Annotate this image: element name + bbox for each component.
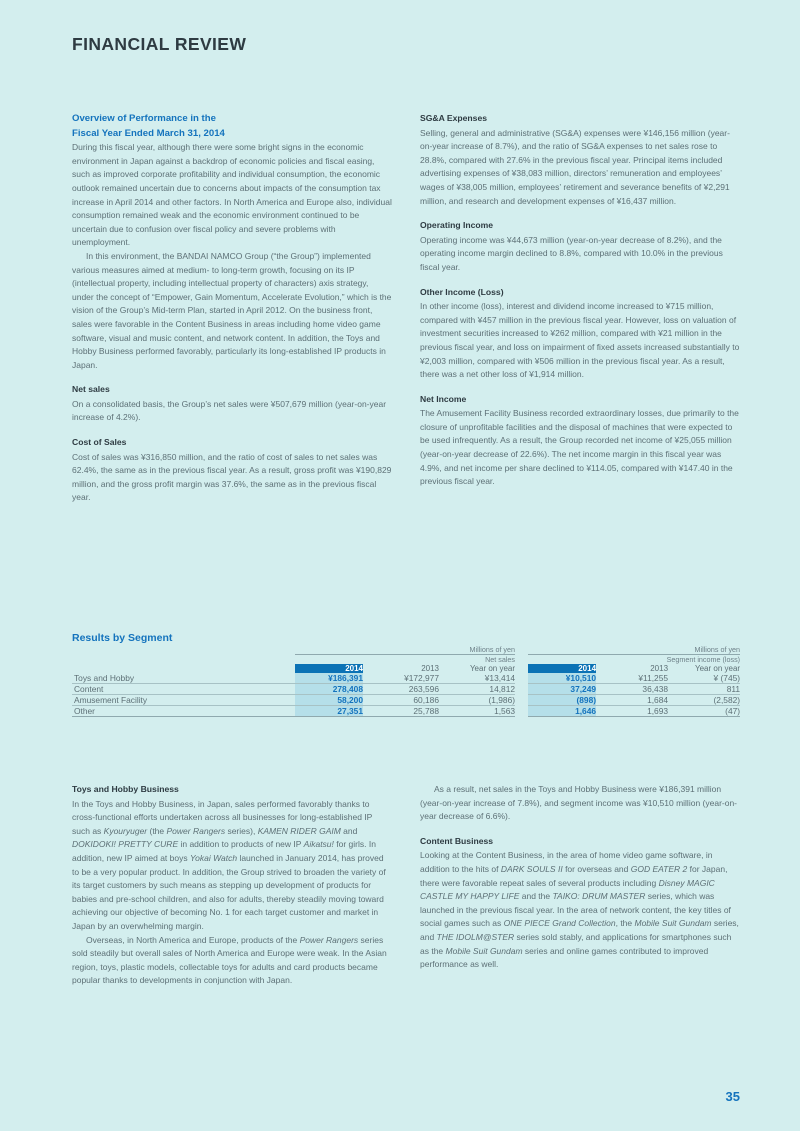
cell-net-2014: 58,200 (295, 695, 363, 706)
results-by-segment-title: Results by Segment (72, 632, 173, 644)
cell-net-2013: 25,788 (363, 706, 439, 717)
group-label-segment-income: Segment income (loss) (666, 655, 741, 664)
units-label-net-sales: Millions of yen (469, 645, 516, 654)
operating-income-paragraph: Operating income was ¥44,673 million (year-on-year decrease of 8.2%), and the operating income margin declined to 8.8%, compared with 10.0% in the previous fiscal year. (420, 234, 723, 272)
cost-of-sales-paragraph: Cost of sales was ¥316,850 million, and the ratio of cost of sales to net sales was 62.4%, the same as in the previous fiscal year. As a result, gross profit was ¥190,829 million, and the gross profit margin was 37.6%, the same as in the previous fiscal year. (72, 451, 392, 503)
other-income-paragraph: In other income (loss), interest and dividend income increased to ¥715 million, compared with ¥457 million in the previous fiscal year. However, loss on valuation of investment securities increased to ¥262 million, compared with ¥21 million in the previous fiscal year, and loss on impairment of fixed assets increased substantially to ¥2,003 million, compared with ¥506 million in the previous fiscal year. As a result, there was a net other loss of ¥1,914 million. (420, 301, 740, 380)
cell-spacer (515, 706, 528, 717)
title-disney-magic-castle: Disney MAGIC CASTLE MY HAPPY LIFE (420, 877, 715, 902)
left-column-bottom (72, 783, 392, 988)
cell-net-yoy: 14,812 (439, 684, 515, 695)
header-net-2014: 2014 (295, 664, 363, 673)
group-label-net-sales: Net sales (485, 655, 516, 664)
operating-income-heading: Operating Income (420, 220, 494, 231)
spacer (420, 208, 740, 219)
cell-net-yoy: ¥13,414 (439, 673, 515, 684)
overview-heading-line1: Overview of Performance in the (72, 113, 216, 124)
cell-income-2013: 1,684 (596, 695, 668, 706)
cell-income-yoy: ¥ (745) (668, 673, 740, 684)
cell-income-yoy: 811 (668, 684, 740, 695)
units-label-segment-income: Millions of yen (694, 645, 741, 654)
title-mobile-suit-gundam: Mobile Suit Gundam (634, 918, 712, 929)
cell-net-yoy: 1,563 (439, 706, 515, 717)
title-the-idolmaster: THE IDOLM@STER (436, 931, 515, 942)
title-kyouryuger: Kyouryuger (103, 825, 148, 836)
cell-net-2014: 27,351 (295, 706, 363, 717)
header-income-2013: 2013 (650, 664, 669, 673)
header-income-2014: 2014 (528, 664, 596, 673)
cell-net-2013: ¥172,977 (363, 673, 439, 684)
sga-paragraph: Selling, general and administrative (SG&A) expenses were ¥146,156 million (year-on-year increase of 8.7%), and the ratio of SG&A expenses to net sales rose to 28.8%, compared with 27.6% in the previous fiscal year. Principal items included advertising expenses of ¥38,083 million, directors’ remuneration and employees’ wages of ¥38,005 million, employees’ retirement and severance benefits of ¥2,291 million, and research and development expenses of ¥16,437 million. (420, 127, 730, 206)
content-paragraph: Looking at the Content Business, in the area of home video game software, in addition to the hits of DARK SOULS II for overseas and GOD EATER 2 for Japan, there were favorable repeat sales of several products including Disney MAGIC CASTLE MY HAPPY LIFE and the TAIKO: DRUM MASTER series, which was launched in the previous fiscal year. In the area of network content, the key titles of social games such as ONE PIECE Grand Collection, the Mobile Suit Gundam series, and THE IDOLM@STER series sold stably, and applications for smartphones such as the Mobile Suit Gundam series and online games contributed to improved performance as well. (420, 850, 739, 970)
page-number: 35 (725, 1089, 740, 1104)
right-column-bottom (420, 783, 740, 988)
table-group-row (72, 655, 740, 664)
cost-of-sales-heading: Cost of Sales (72, 437, 127, 448)
cell-income-2014: 37,249 (528, 684, 596, 695)
title-god-eater-2: GOD EATER 2 (630, 863, 688, 874)
result-paragraph: As a result, net sales in the Toys and Hobby Business were ¥186,391 million (year-on-year increase of 7.8%), and segment income was ¥10,510 million (year-on-year decrease of 6.6%). (420, 784, 738, 822)
spacer (72, 425, 392, 436)
cell-net-yoy: (1,986) (439, 695, 515, 706)
other-income-heading: Other Income (Loss) (420, 286, 504, 297)
title-mobile-suit-gundam: Mobile Suit Gundam (445, 945, 523, 956)
cell-net-2013: 60,186 (363, 695, 439, 706)
table-row (72, 706, 740, 717)
segment-table-wrapper (72, 645, 740, 717)
title-one-piece-grand-collection: ONE PIECE Grand Collection (503, 918, 616, 929)
net-sales-paragraph: On a consolidated basis, the Group’s net sales were ¥507,679 million (year-on-year increase of 4.2%). (72, 398, 387, 423)
cell-income-yoy: (2,582) (668, 695, 740, 706)
header-blank (72, 664, 295, 673)
title-dokidoki-pretty-cure: DOKIDOKI! PRETTY CURE (72, 839, 179, 850)
cell-income-2014: 1,646 (528, 706, 596, 717)
cell-net-2014: 278,408 (295, 684, 363, 695)
cell-income-yoy: (47) (668, 706, 740, 717)
top-two-column-body (72, 112, 740, 505)
toys-paragraph-1: In the Toys and Hobby Business, in Japan, sales performed favorably thanks to cross-functional efforts undertaken across all businesses for long-established IP such as Kyouryuger (the Power Rangers series), KAMEN RIDER GAIM and DOKIDOKI! PRETTY CURE in addition to products of new IP Aikatsu! for girls. In addition, new IP aimed at boys Yokai Watch launched in January 2014, has proved to be a very popular product. In addition, the Group strived to broaden the variety of its target customers by such means as stepping up development of products for babies and pre-school children, and also for adults, thereby steadily moving toward achieving our objective of becoming No. 1 for each target customer and market in Japan by an overwhelming margin. (72, 798, 386, 931)
bottom-two-column-body (72, 783, 740, 988)
page-title: FINANCIAL REVIEW (72, 34, 247, 54)
group-blank (72, 655, 295, 664)
toys-and-hobby-heading: Toys and Hobby Business (72, 784, 179, 794)
cell-income-2014: ¥10,510 (528, 673, 596, 684)
net-income-paragraph: The Amusement Facility Business recorded extraordinary losses, due primarily to the closure of unprofitable facilities and the disposal of machines that were expected to be used infrequently. As a result, the Group recorded net income of ¥25,055 million (year-on-year decrease of 22.6%). The net income margin in this fiscal year was 4.9%, and net income per share declined to ¥114.05, compared with ¥147.40 in the previous fiscal year. (420, 408, 739, 487)
table-row (72, 684, 740, 695)
header-net-yoy: Year on year (469, 664, 516, 673)
spacer (420, 275, 740, 286)
row-label: Amusement Facility (72, 695, 295, 706)
header-spacer (515, 664, 528, 673)
table-header-row (72, 664, 740, 673)
segment-table (72, 645, 740, 717)
title-yokai-watch: Yokai Watch (189, 852, 238, 863)
cell-spacer (515, 684, 528, 695)
title-dark-souls-ii: DARK SOULS II (500, 863, 563, 874)
cell-net-2013: 263,596 (363, 684, 439, 695)
header-income-yoy: Year on year (694, 664, 741, 673)
table-row (72, 673, 740, 684)
title-kamen-rider-gaim: KAMEN RIDER GAIM (257, 825, 341, 836)
sga-heading: SG&A Expenses (420, 113, 488, 123)
net-sales-heading: Net sales (72, 384, 110, 395)
toys-paragraph-2: Overseas, in North America and Europe, products of the Power Rangers series sold steadily but overall sales of North America and Europe were weak. In the Asian region, toys, plastic models, collectable toys for adults and card products became popular thanks to developments in conjunction with Japan. (72, 934, 387, 986)
units-spacer (515, 645, 528, 654)
title-taiko-drum-master: TAIKO: DRUM MASTER (552, 891, 646, 902)
content-business-heading: Content Business (420, 835, 494, 846)
cell-income-2013: ¥11,255 (596, 673, 668, 684)
left-column-top (72, 112, 392, 505)
cell-spacer (515, 673, 528, 684)
title-power-rangers: Power Rangers (166, 825, 226, 836)
spacer (420, 824, 740, 835)
spacer (72, 372, 392, 383)
cell-net-2014: ¥186,391 (295, 673, 363, 684)
spacer (420, 382, 740, 393)
net-income-heading: Net Income (420, 393, 467, 404)
row-label: Content (72, 684, 295, 695)
row-label: Other (72, 706, 295, 717)
cell-income-2013: 36,438 (596, 684, 668, 695)
row-label: Toys and Hobby (72, 673, 295, 684)
table-units-row (72, 645, 740, 654)
overview-paragraph-1: During this fiscal year, although there were some bright signs in the economic environment in Japan against a backdrop of economic policies and fiscal easing, such as improved corporate profitability and individual consumption, the economic outlook remained uncertain due to concerns about impacts of the consumption tax increase in April 2014 and other factors. In North America and Europe also, individual consumption remained weak and the economic environment continued to be uncertain due to confusion over fiscal policy and severe problems with unemployment. (72, 142, 392, 248)
overview-paragraph-2: In this environment, the BANDAI NAMCO Group (“the Group”) implemented various measures aimed at medium- to long-term growth, focusing on its IP (intellectual property, including intellectual property of characters) axis strategy, under the concept of “Empower, Gain Momentum, Accelerate Evolution,” which is the vision of the Group’s Mid-term Plan, started in April 2012. On the business front, sales were favorable in the Content Business in areas including home video game software, visual and music content, and network content. In addition, the Toys and Hobby Business performed favorably, particularly its long-established IP products in Japan. (72, 250, 392, 370)
units-blank (72, 645, 295, 654)
right-column-top (420, 112, 740, 505)
title-power-rangers: Power Rangers (299, 934, 359, 945)
cell-income-2014: (898) (528, 695, 596, 706)
cell-income-2013: 1,693 (596, 706, 668, 717)
table-row (72, 695, 740, 706)
overview-heading-line2: Fiscal Year Ended March 31, 2014 (72, 127, 225, 139)
group-spacer (515, 655, 528, 664)
cell-spacer (515, 695, 528, 706)
header-net-2013: 2013 (421, 664, 439, 673)
title-aikatsu: Aikatsu! (303, 839, 334, 850)
